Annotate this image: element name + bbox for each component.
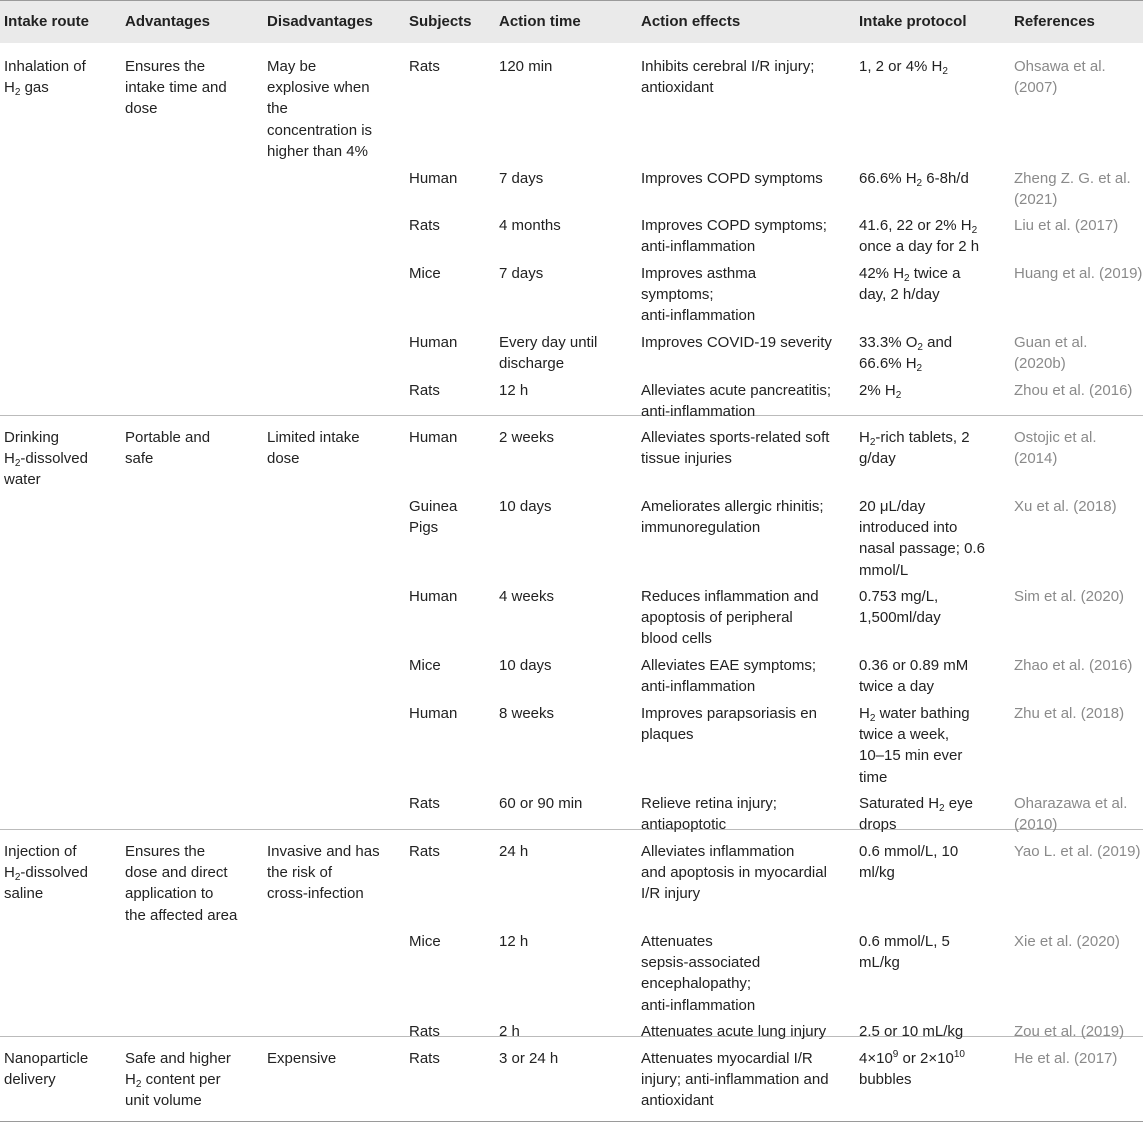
- disadvantages-cell: [267, 427, 360, 469]
- disadvantages-cell-line: higher than 4%: [267, 142, 368, 160]
- action-time-cell: [499, 427, 554, 448]
- intake-protocol-cell-line: mL/kg: [859, 954, 900, 972]
- intake-protocol-cell-line: 66.6% $H_2$: [859, 355, 923, 375]
- intake-protocol-cell-line: drops: [859, 816, 897, 834]
- advantages-cell-line: application to: [125, 885, 214, 903]
- intake-protocol-cell-line: bubbles: [859, 1071, 912, 1089]
- action-effects-cell: [641, 168, 823, 189]
- intake-route-cell: [4, 841, 88, 905]
- intake-protocol-cell-line: Saturated $H_2$ eye: [859, 795, 973, 814]
- reference-link-line: Zhu et al. (2018): [1014, 705, 1125, 722]
- subjects-cell: [409, 380, 440, 401]
- reference-link: [1014, 586, 1124, 607]
- action-effects-cell: [641, 380, 831, 422]
- action-time-cell-line: 60 or 90 min: [499, 795, 583, 812]
- subjects-cell-line: Rats: [409, 795, 440, 812]
- intake-protocol-cell-line: 20 μL/day: [859, 498, 926, 515]
- action-effects-cell-line: antioxidant: [641, 79, 714, 97]
- action-time-cell: [499, 263, 543, 284]
- intake-protocol-cell-line: day, 2 h/day: [859, 286, 940, 304]
- reference-link-line: Ohsawa et al.: [1014, 58, 1106, 75]
- action-time-cell: [499, 586, 554, 607]
- reference-link-line: He et al. (2017): [1014, 1050, 1118, 1067]
- intake-protocol-cell: [859, 793, 973, 835]
- reference-link-line: Oharazawa et al.: [1014, 795, 1128, 812]
- intake-protocol-cell-line: once a day for 2 h: [859, 238, 980, 256]
- intake-protocol-cell-line: $H_2$-rich tablets, 2: [859, 429, 970, 448]
- action-effects-cell-line: anti-inflammation: [641, 678, 756, 696]
- action-effects-cell-line: sepsis-associated: [641, 954, 761, 972]
- intake-route-cell: [4, 1048, 88, 1090]
- subjects-cell-line: Mice: [409, 933, 441, 950]
- header-references: References: [1014, 13, 1095, 30]
- action-time-cell-line: 2 weeks: [499, 429, 555, 446]
- disadvantages-cell-line: Limited intake: [267, 429, 360, 446]
- intake-protocol-cell-line: 0.6 mmol/L, 10: [859, 843, 959, 860]
- subjects-cell-line: Human: [409, 334, 458, 351]
- reference-link: [1014, 427, 1097, 469]
- action-effects-cell-line: Attenuates myocardial I/R: [641, 1050, 813, 1067]
- action-effects-cell: [641, 263, 756, 327]
- action-effects-cell-line: and apoptosis in myocardial: [641, 864, 827, 882]
- advantages-cell-line: Portable and: [125, 429, 211, 446]
- action-effects-cell-line: Ameliorates allergic rhinitis;: [641, 498, 824, 515]
- action-effects-cell: [641, 427, 829, 469]
- advantages-cell-line: Ensures the: [125, 58, 206, 75]
- header-disadvantages: Disadvantages: [267, 13, 373, 30]
- action-time-cell-line: Every day until: [499, 334, 598, 351]
- intake-protocol-cell: [859, 56, 948, 77]
- advantages-cell: [125, 427, 210, 469]
- action-effects-cell-line: antioxidant: [641, 1092, 714, 1110]
- intake-protocol-cell-line: 0.753 mg/L,: [859, 588, 939, 605]
- intake-protocol-cell: [859, 215, 979, 257]
- action-effects-cell-line: apoptosis of peripheral: [641, 609, 793, 627]
- action-time-cell: [499, 380, 528, 401]
- reference-link: [1014, 380, 1132, 401]
- subjects-cell-line: Pigs: [409, 519, 439, 537]
- action-time-cell: [499, 1021, 520, 1042]
- action-time-cell: [499, 332, 597, 374]
- action-effects-cell: [641, 1048, 829, 1112]
- intake-protocol-cell: [859, 168, 969, 189]
- disadvantages-cell-line: Expensive: [267, 1050, 337, 1067]
- advantages-cell-line: the affected area: [125, 906, 238, 924]
- header-action-time: Action time: [499, 13, 581, 30]
- action-time-cell-line: 7 days: [499, 265, 544, 282]
- reference-link: [1014, 655, 1132, 676]
- action-time-cell-line: discharge: [499, 355, 565, 373]
- action-time-cell-line: 3 or 24 h: [499, 1050, 559, 1067]
- intake-protocol-cell-line: mmol/L: [859, 561, 909, 579]
- action-time-cell: [499, 168, 543, 189]
- action-effects-cell-line: Attenuates: [641, 933, 713, 950]
- reference-link-line: Zheng Z. G. et al.: [1014, 170, 1131, 187]
- action-time-cell-line: 10 days: [499, 657, 552, 674]
- intake-protocol-cell: [859, 1048, 965, 1090]
- intake-route-cell: [4, 56, 86, 98]
- intake-route-cell-line: delivery: [4, 1071, 56, 1089]
- disadvantages-cell: [267, 841, 380, 905]
- advantages-cell-line: unit volume: [125, 1092, 202, 1110]
- subjects-cell-line: Rats: [409, 1023, 440, 1040]
- disadvantages-cell-line: cross-infection: [267, 885, 364, 903]
- intake-protocol-cell-line: introduced into: [859, 519, 958, 537]
- action-effects-cell-line: Attenuates acute lung injury: [641, 1023, 827, 1040]
- action-effects-cell: [641, 1021, 826, 1042]
- action-time-cell-line: 12 h: [499, 382, 529, 399]
- advantages-cell-line: safe: [125, 450, 154, 468]
- reference-link-line: Zou et al. (2019): [1014, 1023, 1125, 1040]
- subjects-cell: [409, 496, 457, 538]
- action-effects-cell-line: Improves COVID-19 severity: [641, 334, 832, 351]
- header-advantages: Advantages: [125, 13, 211, 30]
- intake-protocol-cell-line: 33.3% $O_2$ and: [859, 334, 953, 353]
- advantages-cell: [125, 841, 237, 926]
- intake-protocol-cell: [859, 931, 950, 973]
- subjects-cell: [409, 427, 457, 448]
- intake-protocol-cell-line: 2% $H_2$: [859, 382, 902, 401]
- action-effects-cell: [641, 332, 832, 353]
- advantages-cell: [125, 56, 227, 120]
- subjects-cell-line: Human: [409, 705, 458, 722]
- header-action-effects: Action effects: [641, 13, 741, 30]
- intake-protocol-cell: [859, 380, 901, 401]
- header-intake-protocol: Intake protocol: [859, 13, 967, 30]
- action-time-cell-line: 8 weeks: [499, 705, 555, 722]
- subjects-cell-line: Rats: [409, 58, 440, 75]
- action-effects-cell-line: encephalopathy;: [641, 975, 752, 993]
- reference-link: [1014, 1021, 1124, 1042]
- intake-route-cell-line: saline: [4, 885, 44, 903]
- reference-link: [1014, 496, 1117, 517]
- intake-protocol-cell-line: time: [859, 768, 888, 786]
- action-time-cell-line: 4 weeks: [499, 588, 555, 605]
- intake-route-cell-line: Injection of: [4, 843, 77, 860]
- action-effects-cell-line: antiapoptotic: [641, 816, 727, 834]
- reference-link: [1014, 841, 1140, 862]
- subjects-cell: [409, 703, 457, 724]
- intake-route-cell-line: $H_2$-dissolved: [4, 450, 88, 470]
- action-effects-cell-line: anti-inflammation: [641, 996, 756, 1014]
- intake-route-cell: [4, 427, 88, 491]
- intake-protocol-cell: [859, 427, 970, 469]
- intake-protocol-cell-line: 2.5 or 10 mL/kg: [859, 1023, 964, 1040]
- action-time-cell-line: 2 h: [499, 1023, 520, 1040]
- subjects-cell-line: Rats: [409, 1050, 440, 1067]
- action-time-cell-line: 4 months: [499, 217, 561, 234]
- action-effects-cell-line: plaques: [641, 726, 694, 744]
- action-effects-cell: [641, 793, 777, 835]
- action-effects-cell: [641, 586, 819, 650]
- action-time-cell-line: 10 days: [499, 498, 552, 515]
- subjects-cell-line: Human: [409, 429, 458, 446]
- intake-protocol-cell: [859, 703, 970, 788]
- advantages-cell-line: $H_2$ content per: [125, 1071, 221, 1091]
- disadvantages-cell-line: the: [267, 100, 288, 118]
- intake-route-cell-line: water: [4, 471, 41, 489]
- intake-protocol-cell-line: 42% $H_2$ twice a: [859, 265, 961, 284]
- subjects-cell: [409, 793, 440, 814]
- action-time-cell-line: 7 days: [499, 170, 544, 187]
- intake-protocol-cell-line: $H_2$ water bathing: [859, 705, 970, 724]
- action-time-cell: [499, 841, 528, 862]
- subjects-cell-line: Mice: [409, 657, 441, 674]
- reference-link-line: Xu et al. (2018): [1014, 498, 1117, 515]
- disadvantages-cell-line: concentration is: [267, 121, 373, 139]
- subjects-cell: [409, 1048, 440, 1069]
- action-time-cell-line: 12 h: [499, 933, 529, 950]
- disadvantages-cell: [267, 1048, 336, 1069]
- subjects-cell-line: Mice: [409, 265, 441, 282]
- reference-link-line: (2014): [1014, 450, 1058, 468]
- subjects-cell: [409, 586, 457, 607]
- reference-link-line: Zhou et al. (2016): [1014, 382, 1133, 399]
- advantages-cell-line: Ensures the: [125, 843, 206, 860]
- subjects-cell: [409, 263, 441, 284]
- intake-protocol-cell-line: ml/kg: [859, 864, 895, 882]
- disadvantages-cell-line: explosive when: [267, 79, 370, 97]
- subjects-cell: [409, 332, 457, 353]
- intake-route-cell-line: Inhalation of: [4, 58, 86, 75]
- action-effects-cell-line: Improves COPD symptoms: [641, 170, 823, 187]
- action-effects-cell-line: Improves COPD symptoms;: [641, 217, 827, 234]
- intake-route-cell-line: Drinking: [4, 429, 60, 446]
- subjects-cell: [409, 1021, 440, 1042]
- action-time-cell-line: 24 h: [499, 843, 529, 860]
- disadvantages-cell-line: Invasive and has: [267, 843, 380, 860]
- intake-protocol-cell-line: g/day: [859, 450, 896, 468]
- action-effects-cell-line: tissue injuries: [641, 450, 732, 468]
- reference-link-line: Huang et al. (2019): [1014, 265, 1143, 282]
- action-effects-cell-line: Improves asthma: [641, 265, 757, 282]
- action-effects-cell: [641, 703, 817, 745]
- advantages-cell-line: Safe and higher: [125, 1050, 231, 1067]
- action-time-cell: [499, 655, 552, 676]
- action-effects-cell-line: Improves parapsoriasis en: [641, 705, 817, 722]
- intake-protocol-cell: [859, 841, 958, 883]
- subjects-cell: [409, 215, 440, 236]
- advantages-cell-line: dose and direct: [125, 864, 228, 882]
- action-effects-cell-line: Reduces inflammation and: [641, 588, 819, 605]
- intake-protocol-cell: [859, 586, 941, 628]
- intake-protocol-cell-line: 0.36 or 0.89 mM: [859, 657, 969, 674]
- action-effects-cell-line: Relieve retina injury;: [641, 795, 777, 812]
- reference-link: [1014, 263, 1142, 284]
- reference-link-line: Xie et al. (2020): [1014, 933, 1120, 950]
- action-effects-cell: [641, 841, 827, 905]
- disadvantages-cell-line: May be: [267, 58, 317, 75]
- action-effects-cell-line: Alleviates inflammation: [641, 843, 795, 860]
- action-effects-cell-line: Alleviates acute pancreatitis;: [641, 382, 832, 399]
- action-effects-cell-line: anti-inflammation: [641, 403, 756, 421]
- intake-protocol-cell-line: 0.6 mmol/L, 5: [859, 933, 950, 950]
- group-divider: [0, 1036, 1143, 1037]
- action-effects-cell: [641, 215, 827, 257]
- intake-protocol-cell: [859, 496, 985, 581]
- action-effects-cell-line: Alleviates EAE symptoms;: [641, 657, 817, 674]
- reference-link-line: (2007): [1014, 79, 1058, 97]
- intake-protocol-cell-line: 1, 2 or 4% $H_2$: [859, 58, 948, 77]
- reference-link: [1014, 1048, 1117, 1069]
- action-effects-cell: [641, 56, 814, 98]
- advantages-cell-line: dose: [125, 100, 158, 118]
- action-effects-cell-line: Alleviates sports-related soft: [641, 429, 830, 446]
- action-time-cell: [499, 703, 554, 724]
- subjects-cell-line: Human: [409, 170, 458, 187]
- action-effects-cell-line: injury; anti-inflammation and: [641, 1071, 829, 1089]
- intake-protocol-cell: [859, 655, 968, 697]
- reference-link-line: Sim et al. (2020): [1014, 588, 1125, 605]
- subjects-cell: [409, 841, 440, 862]
- action-time-cell: [499, 496, 552, 517]
- reference-link-line: Zhao et al. (2016): [1014, 657, 1133, 674]
- disadvantages-cell-line: dose: [267, 450, 300, 468]
- intake-protocol-cell-line: twice a day: [859, 678, 935, 696]
- reference-link: [1014, 332, 1087, 374]
- action-time-cell-line: 120 min: [499, 58, 553, 75]
- reference-link-line: Guan et al.: [1014, 334, 1088, 351]
- intake-protocol-cell: [859, 332, 952, 374]
- intake-protocol-cell-line: 41.6, 22 or 2% $H_2$: [859, 217, 978, 236]
- advantages-cell: [125, 1048, 231, 1112]
- subjects-cell: [409, 168, 457, 189]
- intake-protocol-cell: [859, 263, 960, 305]
- action-effects-cell: [641, 655, 816, 697]
- subjects-cell-line: Rats: [409, 843, 440, 860]
- action-time-cell: [499, 793, 582, 814]
- subjects-cell-line: Human: [409, 588, 458, 605]
- subjects-cell: [409, 655, 441, 676]
- disadvantages-cell-line: the risk of: [267, 864, 333, 882]
- action-effects-cell-line: immunoregulation: [641, 519, 761, 537]
- intake-route-cell-line: $H_2$ gas: [4, 79, 49, 99]
- reference-link: [1014, 215, 1118, 236]
- intake-protocol-cell-line: 66.6% $H_2$ 6-8h/d: [859, 170, 969, 189]
- reference-link-line: (2010): [1014, 816, 1058, 834]
- intake-protocol-cell: [859, 1021, 963, 1042]
- header-intake-route: Intake route: [4, 13, 90, 30]
- reference-link: [1014, 931, 1120, 952]
- table-bottom-rule: [0, 1121, 1143, 1122]
- intake-route-cell-line: Nanoparticle: [4, 1050, 89, 1067]
- subjects-cell-line: Rats: [409, 382, 440, 399]
- action-effects-cell-line: blood cells: [641, 630, 712, 648]
- header-subjects: Subjects: [409, 13, 472, 30]
- advantages-cell-line: intake time and: [125, 79, 227, 97]
- action-effects-cell: [641, 931, 760, 1016]
- reference-link-line: (2021): [1014, 191, 1058, 209]
- subjects-cell-line: Guinea: [409, 498, 458, 515]
- action-effects-cell-line: Inhibits cerebral I/R injury;: [641, 58, 815, 75]
- action-time-cell: [499, 931, 528, 952]
- intake-route-cell-line: $H_2$-dissolved: [4, 864, 88, 884]
- intake-protocol-cell-line: $4\times 10^9$ or $2\times 10^{10}$: [859, 1049, 965, 1067]
- reference-link-line: Liu et al. (2017): [1014, 217, 1119, 234]
- action-effects-cell-line: symptoms;: [641, 286, 714, 304]
- subjects-cell: [409, 56, 440, 77]
- subjects-cell-line: Rats: [409, 217, 440, 234]
- reference-link-line: Ostojic et al.: [1014, 429, 1097, 446]
- action-effects-cell-line: anti-inflammation: [641, 307, 756, 325]
- intake-protocol-cell-line: nasal passage; 0.6: [859, 540, 985, 558]
- action-time-cell: [499, 56, 552, 77]
- intake-protocol-cell-line: 1,500ml/day: [859, 609, 941, 627]
- disadvantages-cell: [267, 56, 372, 162]
- reference-link: [1014, 56, 1106, 98]
- reference-link-line: (2020b): [1014, 355, 1066, 373]
- action-time-cell: [499, 215, 561, 236]
- action-effects-cell-line: I/R injury: [641, 885, 701, 903]
- reference-link: [1014, 703, 1124, 724]
- action-effects-cell-line: anti-inflammation: [641, 238, 756, 256]
- intake-protocol-cell-line: 10–15 min ever: [859, 747, 963, 765]
- subjects-cell: [409, 931, 441, 952]
- group-divider: [0, 415, 1143, 416]
- action-effects-cell: [641, 496, 824, 538]
- reference-link: [1014, 168, 1131, 210]
- intake-protocol-cell-line: twice a week,: [859, 726, 950, 744]
- reference-link-line: Yao L. et al. (2019): [1014, 843, 1141, 860]
- action-time-cell: [499, 1048, 558, 1069]
- reference-link: [1014, 793, 1127, 835]
